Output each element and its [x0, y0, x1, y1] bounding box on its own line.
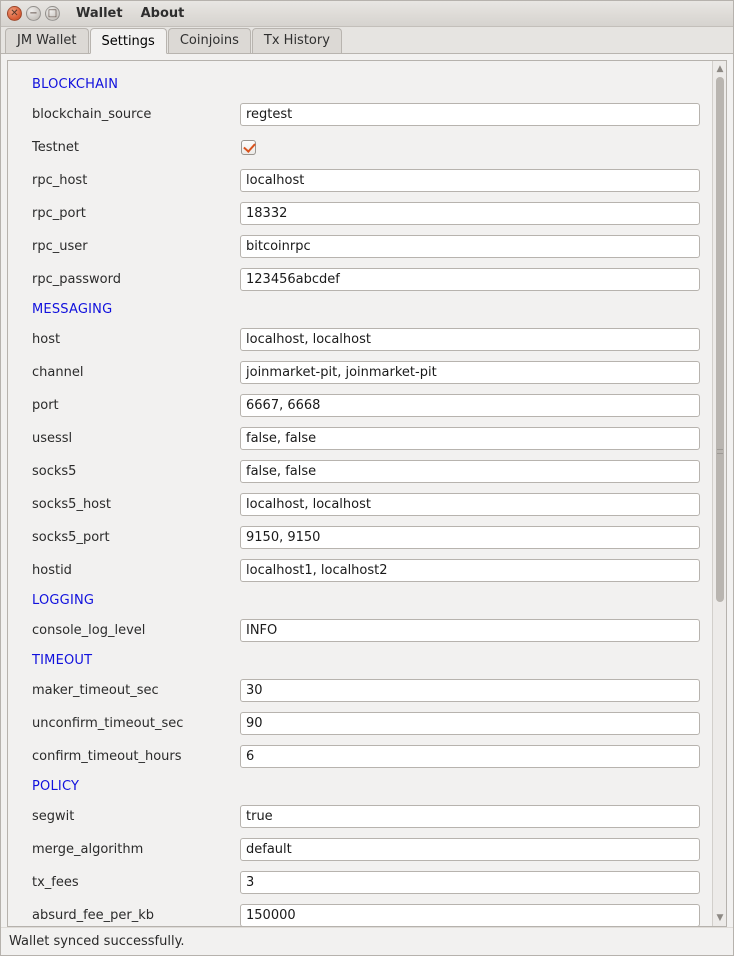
field-label: rpc_host	[32, 173, 88, 188]
status-text: Wallet synced successfully.	[9, 934, 185, 949]
field-label: channel	[32, 365, 84, 380]
text-input[interactable]: INFO	[240, 619, 700, 642]
text-input[interactable]: localhost1, localhost2	[240, 559, 700, 582]
field-label: segwit	[32, 809, 75, 824]
text-input[interactable]: bitcoinrpc	[240, 235, 700, 258]
field-label: blockchain_source	[32, 107, 152, 122]
checkbox-testnet[interactable]	[241, 140, 256, 155]
field-label: console_log_level	[32, 623, 146, 638]
field-label: absurd_fee_per_kb	[32, 908, 155, 923]
field-label: usessl	[32, 431, 73, 446]
settings-row	[28, 674, 704, 707]
minimize-icon[interactable]: −	[26, 6, 41, 21]
tab-strip	[1, 27, 733, 54]
text-input[interactable]: 90	[240, 712, 700, 735]
scrollbar-thumb[interactable]	[716, 77, 724, 602]
field-label: Testnet	[32, 140, 79, 155]
field-label: hostid	[32, 563, 72, 578]
field-label: rpc_port	[32, 206, 86, 221]
settings-row	[28, 521, 704, 554]
window-controls	[7, 6, 60, 21]
text-input[interactable]: false, false	[240, 427, 700, 450]
text-input[interactable]: false, false	[240, 460, 700, 483]
settings-row	[28, 614, 704, 647]
settings-row	[28, 833, 704, 866]
text-input[interactable]: 123456abcdef	[240, 268, 700, 291]
field-label: rpc_user	[32, 239, 88, 254]
maximize-icon[interactable]: □	[45, 6, 60, 21]
settings-row	[28, 488, 704, 521]
field-label: socks5	[32, 464, 77, 479]
text-input[interactable]: 3	[240, 871, 700, 894]
scrollbar-grip-mark	[717, 449, 723, 450]
settings-row	[28, 707, 704, 740]
field-label: port	[32, 398, 59, 413]
text-input[interactable]: joinmarket-pit, joinmarket-pit	[240, 361, 700, 384]
settings-row	[28, 800, 704, 833]
section-header: LOGGING	[32, 593, 95, 608]
field-label: host	[32, 332, 61, 347]
settings-panel	[7, 60, 727, 927]
vertical-scrollbar[interactable]	[712, 61, 726, 926]
settings-form	[8, 61, 712, 926]
text-input[interactable]: true	[240, 805, 700, 828]
settings-panel-wrap	[1, 54, 733, 927]
text-input[interactable]: localhost	[240, 169, 700, 192]
text-input[interactable]: localhost, localhost	[240, 328, 700, 351]
field-label: socks5_host	[32, 497, 112, 512]
text-input[interactable]: 9150, 9150	[240, 526, 700, 549]
settings-row	[28, 230, 704, 263]
settings-row	[28, 740, 704, 773]
settings-row	[28, 197, 704, 230]
settings-row	[28, 356, 704, 389]
settings-row	[28, 131, 704, 164]
field-label: merge_algorithm	[32, 842, 144, 857]
settings-row	[28, 323, 704, 356]
menu-item-wallet[interactable]: Wallet	[76, 6, 123, 21]
field-wrap	[240, 136, 700, 159]
tab-tx-history[interactable]: Tx History	[252, 28, 342, 53]
scroll-down-icon[interactable]: ▼	[716, 913, 724, 923]
field-label: socks5_port	[32, 530, 110, 545]
text-input[interactable]: 6667, 6668	[240, 394, 700, 417]
title-bar	[1, 1, 733, 27]
field-label: confirm_timeout_hours	[32, 749, 182, 764]
settings-row	[28, 899, 704, 926]
field-label: maker_timeout_sec	[32, 683, 159, 698]
status-bar	[1, 927, 733, 955]
text-input[interactable]: 30	[240, 679, 700, 702]
text-input[interactable]: 150000	[240, 904, 700, 926]
settings-row	[28, 98, 704, 131]
tab-settings[interactable]: Settings	[90, 28, 167, 54]
tab-coinjoins[interactable]: Coinjoins	[168, 28, 251, 53]
settings-row	[28, 389, 704, 422]
field-label: rpc_password	[32, 272, 121, 287]
close-icon[interactable]: ✕	[7, 6, 22, 21]
section-header: TIMEOUT	[32, 653, 93, 668]
settings-row	[28, 263, 704, 296]
settings-row	[28, 164, 704, 197]
section-header: MESSAGING	[32, 302, 113, 317]
section-header: POLICY	[32, 779, 80, 794]
field-label: tx_fees	[32, 875, 79, 890]
field-label: unconfirm_timeout_sec	[32, 716, 184, 731]
tab-jm-wallet[interactable]: JM Wallet	[5, 28, 89, 53]
scroll-up-icon[interactable]: ▲	[716, 64, 724, 74]
text-input[interactable]: default	[240, 838, 700, 861]
menu-bar	[74, 5, 186, 22]
settings-row	[28, 422, 704, 455]
text-input[interactable]: 6	[240, 745, 700, 768]
text-input[interactable]: 18332	[240, 202, 700, 225]
settings-row	[28, 455, 704, 488]
text-input[interactable]: regtest	[240, 103, 700, 126]
menu-item-about[interactable]: About	[140, 6, 185, 21]
settings-row	[28, 866, 704, 899]
settings-row	[28, 554, 704, 587]
section-header: BLOCKCHAIN	[32, 77, 119, 92]
text-input[interactable]: localhost, localhost	[240, 493, 700, 516]
scrollbar-grip-mark	[717, 453, 723, 454]
